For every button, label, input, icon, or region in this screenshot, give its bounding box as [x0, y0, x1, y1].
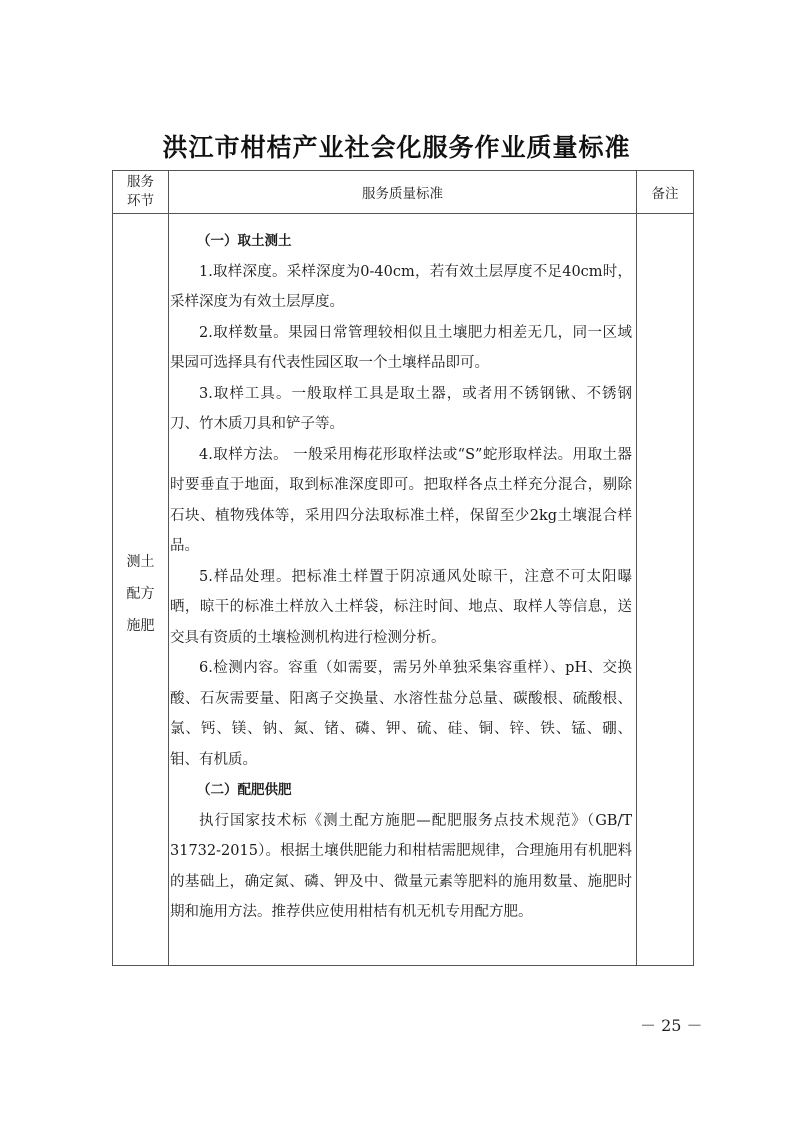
paragraph: 3.取样工具。一般取样工具是取土器，或者用不锈钢锹、不锈钢刀、竹木质刀具和铲子等。	[170, 385, 632, 432]
paragraph: 2.取样数量。果园日常管理较相似且土壤肥力相差无几，同一区域果园可选择具有代表性园区取一个土壤样品即可。	[170, 324, 632, 371]
paragraph: 执行国家技术标《测土配方施肥—配肥服务点技术规范》（GB/T 31732-2015）。根据土壤供肥能力和柑桔需肥规律，合理施用有机肥料的基础上，确定氮、磷、钾及中、微量元素等肥料的施用数量、施肥时期和施用方法。推荐供应使用柑桔有机无机专用配方肥。	[170, 812, 632, 920]
service-stage-cell	[113, 214, 169, 966]
page-number: － 25 －	[640, 1016, 703, 1035]
paragraph: 1.取样深度。采样深度为0-40cm，若有效土层厚度不足40cm时，采样深度为有效土层厚度。	[170, 263, 632, 310]
paragraph: 4.取样方法。 一般采用梅花形取样法或“S”蛇形取样法。用取土器时要垂直于地面，取到标准深度即可。把取样各点土样充分混合，剔除石块、植物残体等，采用四分法取标准土样，保留至少2kg土壤混合样品。	[170, 446, 632, 554]
table-row	[113, 214, 694, 966]
table-header-row	[113, 171, 694, 214]
header-remarks: 备注	[637, 171, 694, 214]
service-standard-cell	[169, 214, 637, 966]
stage-line: 施肥	[126, 617, 155, 634]
paragraph: 6.检测内容。容重（如需要，需另外单独采集容重样）、pH、交换酸、石灰需要量、阳离子交换量、水溶性盐分总量、碳酸根、硫酸根、氯、钙、镁、钠、氮、锗、磷、钾、硫、硅、铜、锌、铁、锰、硼、钼、有机质。	[170, 660, 632, 768]
remarks-cell	[637, 214, 694, 966]
header-stage-line1: 服务	[127, 174, 154, 190]
header-stage-line2: 环节	[127, 193, 154, 209]
section-soil-sampling	[170, 214, 632, 775]
header-service-stage	[113, 171, 169, 214]
header-service-standard: 服务质量标准	[169, 171, 637, 214]
paragraph: 5.样品处理。把标准土样置于阴凉通风处晾干，注意不可太阳曝晒，晾干的标准土样放入土样袋，标注时间、地点、取样人等信息，送交具有资质的土壤检测机构进行检测分析。	[170, 568, 632, 646]
stage-line: 配方	[126, 585, 155, 602]
section-heading: （一）取土测土	[197, 233, 292, 249]
section-heading: （二）配肥供肥	[197, 782, 292, 798]
quality-standard-table	[112, 170, 694, 966]
section-fertilizer-supply	[170, 775, 632, 928]
document-title: 洪江市柑桔产业社会化服务作业质量标准	[162, 133, 631, 162]
stage-line: 测土	[126, 553, 155, 570]
